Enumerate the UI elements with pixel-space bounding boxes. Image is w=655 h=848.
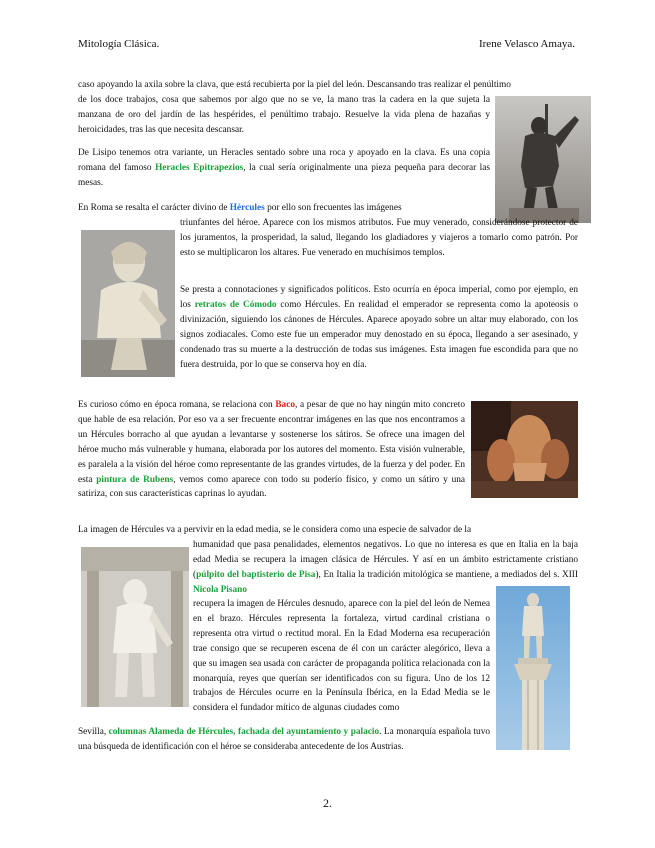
link-columnas-alameda[interactable]: columnas Alameda de Hércules, fachada del ayuntamiento y palacio bbox=[108, 727, 380, 737]
header-right-author: Irene Velasco Amaya. bbox=[478, 38, 575, 50]
link-pintura-rubens[interactable]: pintura de Rubens bbox=[96, 474, 174, 485]
paragraph-6-first-line: La imagen de Hércules va a pervivir en la edad media, se le considera como una especie de salvador de la bbox=[78, 525, 472, 535]
paragraph-1-body: de los doce trabajos, cosa que sabemos por algo que no se ve, la mano tras la cadera en la que sujeta la manzana de oro del jardín de las hespérides, el penúltimo trabajo. Resuelve la vida plena de hazañas y heroicidades, tras las que necesita descansar. bbox=[78, 95, 490, 135]
paragraph-2: De Lisipo tenemos otra variante, un Heracles sentado sobre una roca y apoyado en la clava. Es una copia romana del famoso Heracles Epitrapezios, la cual sería originalmente una pieza pequeña para decorar las mesas. bbox=[78, 148, 490, 188]
pisano-relief-image bbox=[81, 547, 189, 707]
paragraph-6-wide: humanidad que pasa penalidades, elementos negativos. Lo que no interesa es que en Italia en la baja edad Media se recupera la imagen clásica de Hércules. Y así en un ámbito estrictamente cristiano (púlpito del baptisterio de Pisa), En Italia la tradición mitológica se mantiene, a mediados del s. XIII Nicola Pisano bbox=[193, 540, 578, 595]
rubens-painting-image bbox=[471, 401, 578, 498]
bronze-heracles-image bbox=[495, 96, 591, 223]
header-left-title: Mitología Clásica. bbox=[78, 38, 160, 50]
page-number: 2. bbox=[323, 796, 332, 810]
link-heracles-epitrapezios[interactable]: Heracles Epitrapezios bbox=[155, 162, 244, 173]
paragraph-1-first-line: caso apoyando la axila sobre la clava, que está recubierta por la piel del león. Descansando tras realizar el penúltimo bbox=[78, 80, 511, 90]
paragraph-6-narrow: recupera la imagen de Hércules desnudo, aparece con la piel del león de Nemea en el brazo. Hércules representa la fortaleza, virtud cardinal cristiana o representa otra virtud o rectitud moral. En la Edad Moderna esa recuperación trae consigo que se recuperen escena de él con un carácter alegórico, lleva a que su imagen sea usada con carácter de propaganda política relacionada con la monarquía, reyes que querían ser identificados con su figura. Uno de los 12 trabajos de Hércules ocurre en la Península Ibérica, en la Edad Media se le considera el fundador mítico de algunas ciudades como bbox=[193, 599, 490, 714]
paragraph-6-last: Sevilla, columnas Alameda de Hércules, fachada del ayuntamiento y palacio. La monarquía española tuvo una búsqueda de identificación con el héroe se consideraba antecedente de los Austrias. bbox=[78, 727, 490, 752]
paragraph-5: Es curioso cómo en época romana, se relaciona con Baco, a pesar de que no hay ningún mito concreto que hable de esa relación. Por eso va a ser frecuente encontrar imágenes en las que nos encontramos a un Hércules borracho al que ayudan a levantarse y sostenerse los sátiros. Se ofrece una imagen del héroe mucho más vulnerable y humana, elaborada por los autores del momento. Esta visión vulnerable, es paralela a la visión del héroe como representante de las grandes virtudes, de la fuerza y del poder. En esta pintura de Rubens, vemos como aparece con todo su poderío físico, y como un sátiro y una satiriza, con sus características caprinas lo ayudan. bbox=[78, 400, 465, 500]
link-pulpito-pisa[interactable]: púlpito del baptisterio de Pisa bbox=[196, 569, 316, 580]
commodus-bust-image bbox=[81, 230, 175, 377]
paragraph-4: Se presta a connotaciones y significados políticos. Esto ocurría en época imperial, como por ejemplo, en los retratos de Cómodo como Hércules. En realidad el emperador se representa como la apoteosis o divinización, siguiendo los cánones de Hércules. Aparece apoyado sobre un altar muy elaborado, con los signos zodiacales. Como este fue un emperador muy denostado en su época, llegando a ser asesinado, y condenado tras su muerte a la destrucción de todas sus imágenes. Esta imagen fue escondida para que no fuera destruida, por lo que se conserva hoy en día. bbox=[180, 285, 578, 370]
link-retratos-comodo[interactable]: retratos de Cómodo bbox=[194, 299, 277, 310]
paragraph-3-first-line: En Roma se resalta el carácter divino de Hércules por ello son frecuentes las imágenes bbox=[78, 203, 402, 213]
link-baco[interactable]: Baco bbox=[275, 400, 295, 410]
link-hercules[interactable]: Hércules bbox=[229, 203, 265, 213]
link-nicola-pisano[interactable]: Nicola Pisano bbox=[193, 584, 247, 595]
alameda-column-image bbox=[496, 586, 570, 750]
paragraph-3-body: triunfantes del héroe. Aparece con los mismos atributos. Fue muy venerado, considerándose protector de los juramentos, la prosperidad, la salud, llegando los gladiadores y viajeros a tomarlo como patrón. Por esto se multiplicaron los altares. Fue venerado en muchísimos templos. bbox=[180, 218, 578, 258]
